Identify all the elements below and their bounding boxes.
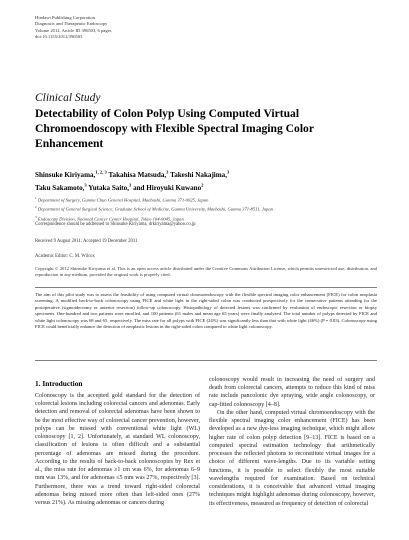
- author: Taku Sakamoto,$^3$: [35, 182, 87, 193]
- author: Takahisa Matsuda,$^3$: [108, 170, 169, 180]
- body-paragraph: colonoscopy would result in increasing the need of surgery and death from colorectal cancers, attempts to reduce this kind of miss rate include pancolonic dye spraying, wide angle colonoscopy, or cap-fitted colonoscopy [4–8].: [209, 377, 375, 408]
- body-column-right: [209, 376, 375, 508]
- body-column-left: [35, 392, 200, 507]
- author-list: [35, 168, 375, 194]
- article-title: Detectability of Colon Polyp Using Computed Virtual Chromoendoscopy with Flexible Spectral Imaging Color Enhancement: [35, 107, 314, 150]
- affiliation: $^1$ Department of Surgery, Gunma Chuo General Hospital, Maebashi, Gunma 371-0025, Japan: [35, 196, 209, 203]
- author: Shinsuke Kiriyama,$^{1, 2, 3}$: [35, 170, 107, 180]
- affiliation: $^3$ Endoscopy Division, National Cancer Center Hospital, Tokyo 104-0045, Japan: [35, 214, 184, 222]
- author: Yutaka Saito,$^3$: [88, 182, 132, 193]
- affiliation-list: [35, 195, 385, 223]
- abstract-top-rule: [35, 287, 377, 288]
- author: Takeshi Nakajima,$^3$: [170, 170, 230, 180]
- journal-header: [35, 15, 111, 40]
- journal-name: Diagnostic and Therapeutic Endoscopy: [35, 21, 108, 27]
- article-doi[interactable]: doi:10.1155/2012/396503: [35, 33, 83, 39]
- article-dates: Received 9 August 2011; Accepted 19 December 2011: [35, 239, 138, 244]
- journal-volume: Volume 2012, Article ID 396503, 6 pages: [35, 27, 112, 33]
- body-paragraph: On the other hand, computed virtual chromoendoscopy with the flexible spectral imaging color enhancement (FICE) has been developed as a new dye-less imaging technique, which might allow higher rate of colon polyp detection [9–13]. FICE is based on a computed spectral estimation technology that arithmetically processes the reflected photons to reconstitute virtual images for a choice of different wave-lengths. Due to its variable setting functions, it is possible to select flexibly the most suitable wavelengths required for examination. Based on technical considerations, it is conceivable that advanced virtual imaging techniques might highlight adenomas during colonoscopy, however, its effectiveness, measured as frequency of detection of colorectal: [209, 409, 375, 507]
- author: and Hiroyuki Kuwano$^2$: [133, 182, 204, 193]
- correspondence-line: Correspondence should be addressed to Shinsuke Kiriyama, drkiriyama@yahoo.co.jp: [35, 222, 196, 227]
- affiliation: $^2$ Department of General Surgical Science, Graduate School of Medicine, Gunma University, Maebashi, Gunma 371-8511, Japan: [35, 205, 273, 212]
- abstract-text: The aim of this pilot study was to assess the feasibility of using computed virtual chromoendoscopy with the flexible spectral imaging color enhancement (FICE) for colon neoplasia screening. A modified back-to-back colonoscopy using FICE and white light in the right-sided colon was conducted prospectively for the consecutive patients attending for the postoperative (sigmoidectomy or anterior resection) follow-up colonoscopy. Histopathology of detected lesions was confirmed by evaluation of endoscopic resection or biopsy specimens. One-hundred and two patients were enrolled, and 100 patients (61 males and mean age 65 years) were finally analyzed. The total number of polyps detected by FICE and white light colonoscopy was 68 and 65, respectively. The miss rate for all polyps with FICE (24%) was significantly less than that with white light (46%) (P = 0.03). Colonoscopy using FICE could beneficially enhance the detection of neoplastic lesions in the right-sided colon compared to white light colonoscopy.: [35, 292, 377, 330]
- academic-editor: Academic Editor: C. M. Wilcox: [35, 254, 95, 259]
- copyright-notice: Copyright © 2012 Shinsuke Kiriyama et al. This is an open access article distributed under the Creative Commons Attribution License, which permits unrestricted use, distribution, and reproduction in any medium, provided the original work is properly cited.: [35, 266, 377, 278]
- section-heading: 1. Introduction: [35, 379, 83, 388]
- publisher-name: Hindawi Publishing Corporation: [35, 15, 95, 20]
- article-type: Clinical Study: [35, 92, 101, 104]
- body-paragraph: Colonoscopy is the accepted gold standard for the detection of colorectal lesions including colorectal cancers and adenomas. Early detection and removal of colorectal adenomas have been shown to be the most effective way of colorectal cancer prevention, however, polyps can be missed with conventional white light (WL) colonoscopy [1, 2]. Unfortunately, at standard WL colonoscopy, classification of lesions is often difficult and a substantial percentage of adenomas are missed during the procedure. According to the results of back-to-back colonoscopies by Rex et al., the miss rate for adenomas ≥1 cm was 6%, for adenomas 6–9 mm was 13%, and for adenomas ≤5 mm was 27%, respectively [3]. Furthermore, there was a trend toward right-sided colorectal adenomas being missed more often than left-sided ones (27% versus 21%). As missing adenomas or cancers during: [35, 393, 200, 507]
- abstract-bottom-rule: [35, 360, 377, 361]
